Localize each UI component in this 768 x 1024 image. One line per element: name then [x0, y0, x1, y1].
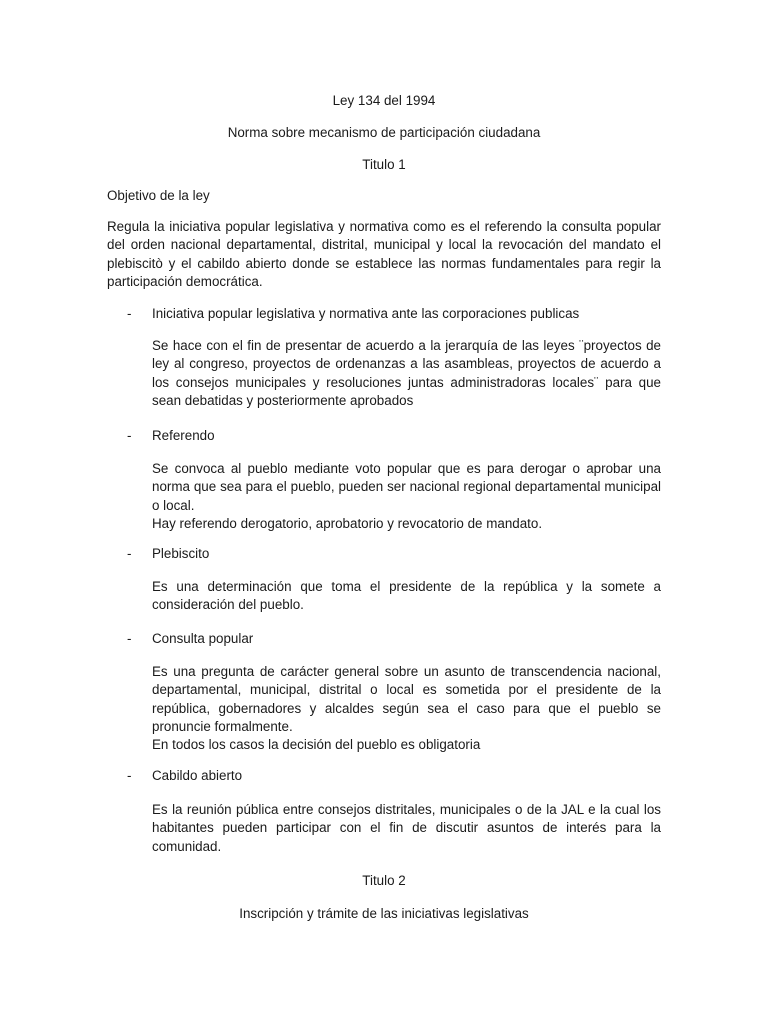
section-text-cabildo [152, 801, 661, 856]
law-title: Ley 134 del 1994 [332, 93, 436, 108]
section-label-iniciativa: Iniciativa popular legislativa y normativa ante las corporaciones publicas [152, 306, 580, 321]
intro-paragraph: Regula la iniciativa popular legislativa y normativa como es el referendo la consulta popular del orden nacional departamental, distrital, municipal y local la revocación del mandato el plebiscitò y el cabildo abierto donde se establece las normas fundamentales para regir la participación democrática. [107, 219, 661, 289]
section-label-referendo: Referendo [152, 428, 215, 443]
norm-title: Norma sobre mecanismo de participación ciudadana [227, 125, 541, 140]
section-text-line: Es una determinación que toma el presidente de la república y la somete a consideración del pueblo. [152, 579, 661, 613]
bullet-dash: - [127, 631, 132, 646]
bullet-dash: - [127, 768, 132, 783]
titulo-1-heading: Titulo 1 [362, 157, 406, 172]
section-text-iniciativa [152, 337, 661, 410]
section-text-plebiscito [152, 578, 661, 615]
section-label-plebiscito: Plebiscito [152, 546, 210, 561]
section-text-line: Es la reunión pública entre consejos distritales, municipales o de la JAL e la cual los habitantes pueden participar con el fin de discutir asuntos de interés para la comunidad. [152, 802, 661, 854]
section-text-consulta [152, 663, 661, 754]
section-text-line: Hay referendo derogatorio, aprobatorio y revocatorio de mandato. [152, 515, 543, 531]
titulo-2-heading: Titulo 2 [362, 873, 406, 888]
section-text-referendo [152, 460, 661, 533]
section-text-line: En todos los casos la decisión del pueblo es obligatoria [152, 737, 481, 753]
section-text-line: Se convoca al pueblo mediante voto popular que es para derogar o aprobar una norma que sea para el pueblo, pueden ser nacional regional departamental municipal o local. [152, 461, 661, 513]
objective-heading: Objetivo de la ley [107, 188, 210, 203]
section-text-line: Se hace con el fin de presentar de acuerdo a la jerarquía de las leyes ¨proyectos de ley al congreso, proyectos de ordenanzas a las asambleas, proyectos de acuerdo a los consejos municipales y resoluciones juntas administradoras locales¨ para que sean debatidas y posteriormente aprobados [152, 338, 661, 408]
bullet-dash: - [127, 428, 132, 443]
bullet-dash: - [127, 306, 132, 321]
section-label-cabildo: Cabildo abierto [152, 768, 243, 783]
section-label-consulta: Consulta popular [152, 631, 254, 646]
section-text-line: Es una pregunta de carácter general sobre un asunto de transcendencia nacional, departamental, municipal, distrital o local es sometida por el presidente de la república, gobernadores y alcaldes según sea el caso para que el pueblo se pronuncie formalmente. [152, 664, 661, 734]
titulo-2-subtitle: Inscripción y trámite de las iniciativas legislativas [239, 906, 529, 921]
bullet-dash: - [127, 546, 132, 561]
